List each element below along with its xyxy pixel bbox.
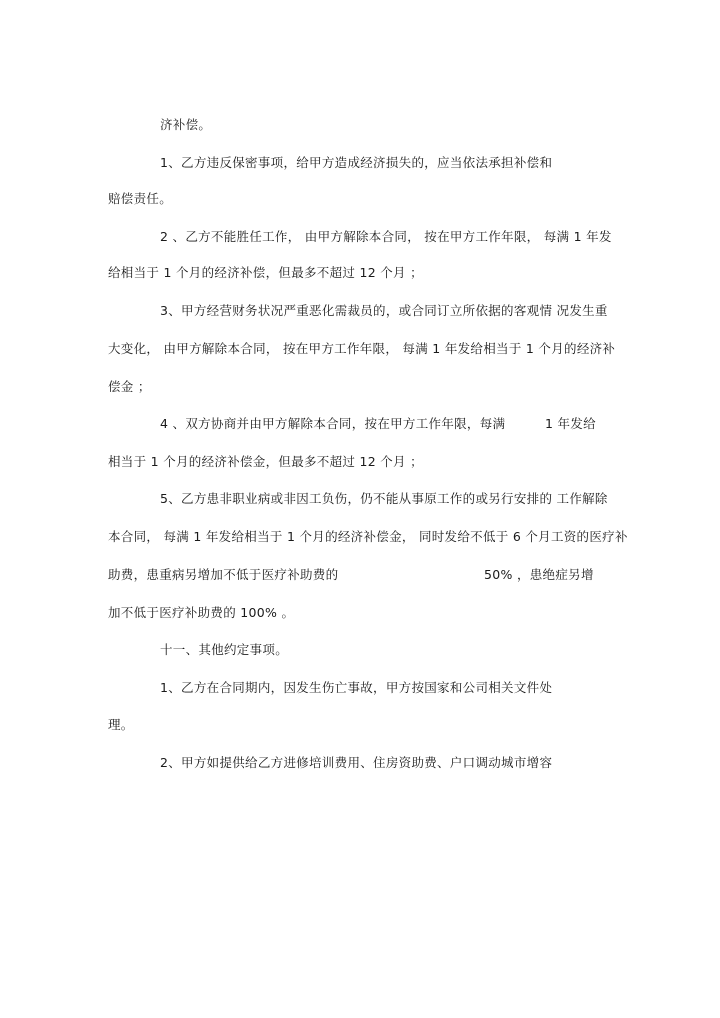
text-line-15: 1、乙方在合同期内，因发生伤亡事故，甲方按国家和公司相关文件处 [160,680,553,695]
text-line-17: 2、甲方如提供给乙方进修培训费用、住房资助费、户口调动城市增容 [160,755,553,770]
text-line-5: 给相当于 1 个月的经济补偿，但最多不超过 12 个月 ； [108,265,423,280]
text-line-16: 理。 [108,717,134,732]
text-line-8: 偿金 ； [108,379,151,394]
text-line-14: 加不低于医疗补助费的 100% 。 [108,605,295,620]
text-line-9: 4 、双方协商并由甲方解除本合同，按在甲方工作年限，每满 [160,416,506,431]
text-line-7: 大变化， 由甲方解除本合同， 按在甲方工作年限， 每满 1 年发给相当于 1 个月的经济补 [108,341,616,356]
text-line-9-tail: 1 年发给 [545,416,596,431]
text-line-1: 济补偿。 [160,117,212,132]
text-line-13-tail: 50% ，患绝症另增 [484,567,594,582]
text-line-6: 3、甲方经营财务状况严重恶化需裁员的，或合同订立所依据的客观情 况发生重 [160,303,608,318]
text-line-4: 2 、乙方不能胜任工作， 由甲方解除本合同， 按在甲方工作年限， 每满 1 年发 [160,229,612,244]
section-heading-11: 十一、其他约定事项。 [160,642,289,657]
text-line-3: 赔偿责任。 [108,191,173,206]
text-line-12: 本合同， 每满 1 年发给相当于 1 个月的经济补偿金， 同时发给不低于 6 个月工资的医疗补 [108,529,628,544]
text-line-11: 5、乙方患非职业病或非因工负伤，仍不能从事原工作的或另行安排的 工作解除 [160,491,608,506]
text-line-10: 相当于 1 个月的经济补偿金，但最多不超过 12 个月 ； [108,454,423,469]
text-line-2: 1、乙方违反保密事项，给甲方造成经济损失的，应当依法承担补偿和 [160,155,553,170]
text-line-13: 助费，患重病另增加不低于医疗补助费的 [108,567,339,582]
